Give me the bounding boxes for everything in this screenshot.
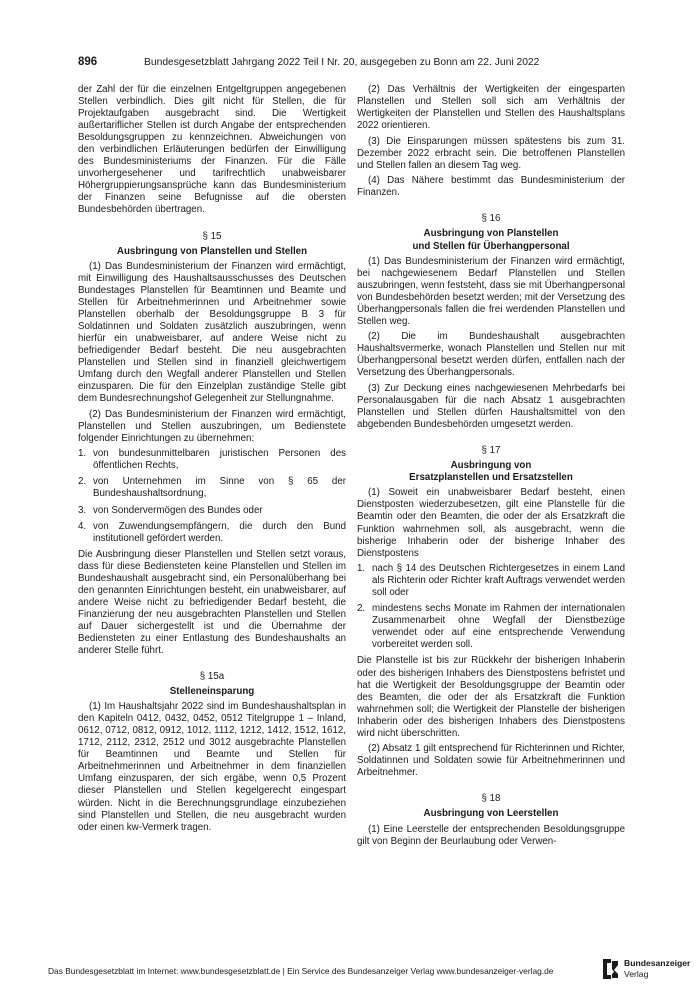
list-item <box>357 603 625 651</box>
left-column <box>78 84 346 837</box>
section-16-title-line-1: Ausbringung von Planstellen <box>423 228 559 240</box>
list-item <box>357 563 625 599</box>
list-item <box>78 448 346 472</box>
section-16-title-line-2: und Stellen für Überhangpersonal <box>412 240 570 252</box>
section-16-number: § 16 <box>481 213 501 225</box>
section-15a-para-2: (2) Das Verhältnis der Wertigkeiten der eingesparten Planstellen und Stellen soll sich am Verhältnis der Wertigkeiten der Planstellen und Stellen des Haushaltsplans 2022 orientieren. <box>357 84 625 132</box>
list-item-text: mindestens sechs Monate im Rahmen der internationalen Zusammenarbeit ohne Wegfall der Dienstbezüge verwendet oder auf eine entsprechende Verwendung vorbereitet werden soll. <box>372 603 625 651</box>
right-column <box>357 84 625 851</box>
page-footer: Das Bundesgesetzblatt im Internet: www.bundesgesetzblatt.de | Ein Service des Bundesanzeiger Verlag www.bundesanzeiger-verlag.de <box>48 966 554 976</box>
section-18-title: Ausbringung von Leerstellen <box>423 808 559 820</box>
list-item-text: nach § 14 des Deutschen Richtergesetzes in einem Land als Richterin oder Richter kraft Auftrags verwendet werden soll oder <box>372 563 625 599</box>
section-17-title-line-2: Ersatzplanstellen und Ersatzstellen <box>409 472 573 484</box>
section-17-list <box>357 563 625 651</box>
section-15a-para-4: (4) Das Nähere bestimmt das Bundesministerium der Finanzen. <box>357 175 625 199</box>
intro-paragraph: der Zahl der für die einzelnen Entgeltgruppen angegebenen Stellen verbindlich. Dies gilt nicht für Stellen, die für Projektaufgaben ausgebracht sind. Die Wertigkeit außertariflicher Stellen ist durch Angabe der entsprechenden Besoldungsgruppen zu kennzeichnen. Abweichungen von den verbindlichen Erläuterungen bedürfen der Einwilligung des Bundesministeriums der Finanzen. Für die Fälle unvorhergesehener und tarifrechtlich unabweisbarer Höhergruppierungsansprüche kann das Bundesministerium der Finanzen seine Befugnisse auf die obersten Bundesbehörden übertragen. <box>78 84 346 216</box>
page-number: 896 <box>78 56 98 68</box>
section-17-number: § 17 <box>481 445 501 457</box>
section-15-list <box>78 448 346 544</box>
section-17-title-line-1: Ausbringung von <box>450 460 532 472</box>
section-17-title <box>357 460 625 484</box>
section-17-para-2: (2) Absatz 1 gilt entsprechend für Richterinnen und Richter, Soldatinnen und Soldaten sowie für Arbeitnehmerinnen und Arbeitnehmer. <box>357 743 625 779</box>
section-15a-para-1: (1) Im Haushaltsjahr 2022 sind im Bundeshaushaltsplan in den Kapiteln 0412, 0432, 0452, 0512 Titelgruppe 1 – Inland, 0612, 0712, 0812, 0912, 1012, 1112, 1212, 1412, 1512, 1612, 1712, 2112, 2312, 2512 und 3012 ausgebrachte Planstellen für Beamtinnen und Beamte und Stellen für Arbeitnehmerinnen und Arbeitnehmer in dem finanziellen Umfang einzusparen, der sich ergäbe, wenn 0,5 Prozent dieser Planstellen und Stellen kegelgerecht eingespart würden. Nicht in die Berechnungsgrundlage einzubeziehen sind Planstellen und Stellen, die neu ausgebracht wurden oder einen kw-Vermerk tragen. <box>78 701 346 833</box>
section-15-para-2: (2) Das Bundesministerium der Finanzen wird ermächtigt, Planstellen und Stellen auszubringen, um Bedienstete folgender Einrichtungen zu übernehmen: <box>78 408 346 444</box>
section-15a-number: § 15a <box>199 671 225 683</box>
section-15a-title: Stelleneinsparung <box>169 686 255 698</box>
publisher-logo-icon <box>602 958 620 980</box>
list-item-number: 2. <box>357 603 366 615</box>
section-15a-para-3: (3) Die Einsparungen müssen spätestens bis zum 31. Dezember 2022 erbracht sein. Die betroffenen Planstellen und Stellen fallen an diesem Tag weg. <box>357 135 625 171</box>
section-15-closing: Die Ausbringung dieser Planstellen und Stellen setzt voraus, dass für diese Bediensteten keine Planstellen und Stellen im Bundeshaushalt ausgebracht sind, ein Personalüberhang bei den genannten Einrichtungen besteht, ein unabweisbarer, auf andere Weise nicht zu befriedigender Bedarf besteht, die Finanzierung der neu ausgebrachten Planstellen und Stellen auf Dauer sichergestellt ist und die Übernahme der Bediensteten zu einer Entlastung des Bundeshaushalts an anderer Stelle führt. <box>78 548 346 657</box>
page-header <box>78 56 638 72</box>
publisher-name: Bundesanzeiger <box>624 958 691 968</box>
section-15-number: § 15 <box>202 230 222 242</box>
publisher-logo <box>602 956 691 984</box>
list-item <box>78 476 346 500</box>
section-16-title <box>357 228 625 252</box>
section-16-para-2: (2) Die im Bundeshaushalt ausgebrachten Haushaltsvermerke, wonach Planstellen und Stellen nur mit Überhangpersonal besetzt werden dürfen, entfallen nach der Versetzung des Überhangpersonals. <box>357 331 625 379</box>
section-16-para-3: (3) Zur Deckung eines nachgewiesenen Mehrbedarfs bei Personalausgaben für die nach Absatz 1 ausgebrachten Planstellen und Stellen dürfen Haushaltsmittel von den abgebenden Bundesbehörden umgesetzt werden. <box>357 383 625 431</box>
list-item-number: 3. <box>78 504 87 516</box>
publisher-sub: Verlag <box>624 969 649 979</box>
list-item-number: 1. <box>357 563 366 575</box>
section-17-closing: Die Planstelle ist bis zur Rückkehr der bisherigen Inhaberin oder des bisherigen Inhabers des Dienstpostens befristet und hat die Wertigkeit der Besoldungsgruppe der Beamtin oder des Beamten, die oder der als Ersatzkraft die Funktion wahrnehmen soll; die Wertigkeit der Planstelle der bisherigen Inhaberin oder des bisherigen Inhabers des Dienstpostens wird nicht überschritten. <box>357 655 625 739</box>
section-18-number: § 18 <box>481 793 501 805</box>
section-15-para-1: (1) Das Bundesministerium der Finanzen wird ermächtigt, mit Einwilligung des Haushaltsausschusses des Deutschen Bundestages Planstellen für Beamtinnen und Beamte und Stellen für Arbeitnehmerinnen und Arbeitnehmer sowie Planstellen oberhalb der Besoldungsgruppe B 3 für Soldatinnen und Soldaten zusätzlich auszubringen, wenn hierfür ein unabweisbarer, auf andere Weise nicht zu befriedigender Bedarf besteht. Die neu ausgebrachten Planstellen und Stellen sind in finanziell gleichwertigem Umfang durch den Wegfall anderer Planstellen und Stellen einzusparen. Die für den Einzelplan zuständige Stelle gibt dem Bundesrechnungshof Gelegenheit zur Stellungnahme. <box>78 260 346 405</box>
list-item-text: von Zuwendungsempfängern, die durch den Bund institutionell gefördert werden. <box>93 520 346 544</box>
list-item <box>78 521 346 545</box>
list-item-number: 1. <box>78 448 87 460</box>
list-item-text: von Sondervermögen des Bundes oder <box>93 504 263 516</box>
section-15-title: Ausbringung von Planstellen und Stellen <box>116 245 308 257</box>
section-18-para-1: (1) Eine Leerstelle der entsprechenden Besoldungsgruppe gilt von Beginn der Beurlaubung oder Verwen- <box>357 823 625 847</box>
list-item-number: 4. <box>78 520 87 532</box>
section-16-para-1: (1) Das Bundesministerium der Finanzen wird ermächtigt, bei nachgewiesenem Bedarf Planstellen und Stellen auszubringen, wenn feststeht, dass sie mit Überhangpersonal von Bundesbehörden besetzt werden; mit der Versetzung des Überhangpersonals fallen die frei werdenden Planstellen und Stellen weg. <box>357 255 625 327</box>
list-item <box>78 505 346 517</box>
list-item-number: 2. <box>78 476 87 488</box>
section-17-para-1: (1) Soweit ein unabweisbarer Bedarf besteht, einen Dienstposten wiederzubesetzen, gilt eine Planstelle für die Beamtin oder den Beamten, die oder der als Ersatzkraft die Funktion wahrnehmen soll, als ausgebracht, wenn die bisherige Inhaberin oder der bisherige Inhaber des Dienstpostens <box>357 487 625 559</box>
list-item-text: von Unternehmen im Sinne von § 65 der Bundeshaushaltsordnung, <box>93 476 346 500</box>
running-title: Bundesgesetzblatt Jahrgang 2022 Teil I Nr. 20, ausgegeben zu Bonn am 22. Juni 2022 <box>144 57 540 68</box>
list-item-text: von bundesunmittelbaren juristischen Personen des öffentlichen Rechts, <box>93 448 346 472</box>
